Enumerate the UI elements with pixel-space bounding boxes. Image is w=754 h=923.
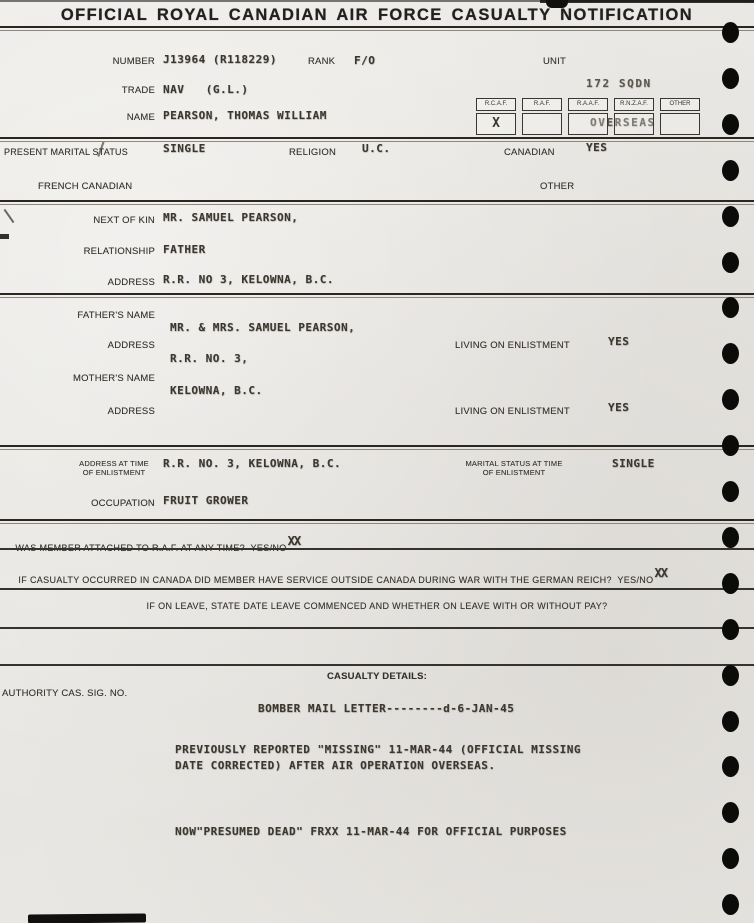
service-box-raf-checkbox [522,113,562,135]
punch-hole [722,297,739,318]
title-divider [0,26,754,31]
pencil-mark [4,209,15,223]
marital-status-value: SINGLE [163,142,206,155]
father-address-label: ADDRESS [107,340,155,351]
occupation-label: OCCUPATION [91,498,155,509]
unit-value-line1: 172 SQDN [586,77,652,90]
canadian-label: CANADIAN [504,147,555,158]
rank-value: F/O [354,54,376,67]
canadian-value: YES [586,141,608,154]
enlistment-address-label-line1: ADDRESS AT TIME [79,459,149,468]
mother-living-value: YES [608,401,630,414]
enlistment-marital-value: SINGLE [612,457,655,470]
kin-address-label: ADDRESS [107,277,155,288]
service-outside-question-text: IF CASUALTY OCCURRED IN CANADA DID MEMBER HAVE SERVICE OUTSIDE CANADA DURING WAR WITH THE GERMAN REICH? YES/NO [18,575,654,585]
punch-hole [722,68,739,89]
father-name-value: MR. & MRS. SAMUEL PEARSON, [170,321,356,334]
number-value: J13964 (R118229) [163,53,277,66]
number-label: NUMBER [112,56,155,67]
enlistment-address-label-line2: OF ENLISTMENT [82,468,146,477]
service-box-rcaf [476,98,516,135]
scan-edge-top-right [540,0,754,3]
service-box-rcaf-checkbox [476,113,516,135]
authority-value: BOMBER MAIL LETTER--------d-6-JAN-45 [258,702,515,715]
service-box-other-label: OTHER [660,98,700,111]
name-value: PEARSON, THOMAS WILLIAM [163,109,327,122]
service-box-rnzaf-checkbox [614,113,654,135]
punch-hole [722,252,739,273]
service-box-raaf-label: R.A.A.F. [568,98,608,111]
casualty-note1-line1: PREVIOUSLY REPORTED "MISSING" 11-MAR-44 (OFFICIAL MISSING [175,743,581,756]
religion-value: U.C. [362,142,391,155]
service-box-raaf-checkbox [568,113,608,135]
occupation-value: FRUIT GROWER [163,494,249,507]
punch-hole [722,22,739,43]
service-outside-answer-mark: XX [654,566,667,580]
service-outside-question [7,562,666,596]
punch-hole [722,206,739,227]
punch-hole [722,756,739,777]
raf-answer-mark: XX [287,534,301,548]
punch-hole [722,481,739,502]
section-divider [0,293,754,298]
mother-name-value: KELOWNA, B.C. [170,384,263,397]
trade-value: NAV (G.L.) [163,83,249,96]
father-living-label: LIVING ON ENLISTMENT [455,340,570,351]
casualty-note1-line2: DATE CORRECTED) AFTER AIR OPERATION OVERSEAS. [175,759,496,772]
service-box-raf [522,98,562,135]
mother-address-label: ADDRESS [107,406,155,417]
punch-hole [722,665,739,686]
unit-value-line2: OVERSEAS [590,116,656,129]
punch-hole [722,619,739,640]
name-label: NAME [126,112,155,123]
punch-hole [722,160,739,181]
casualty-heading: CASUALTY DETAILS: [327,671,427,682]
enlistment-marital-label [458,459,570,477]
question-divider [0,588,754,590]
next-of-kin-label: NEXT OF KIN [93,215,155,226]
next-of-kin-value: MR. SAMUEL PEARSON, [163,211,299,224]
punch-hole [722,573,739,594]
service-box-rnzaf-label: R.N.Z.A.F. [614,98,654,111]
section-divider [0,445,754,450]
french-canadian-label: FRENCH CANADIAN [38,181,133,192]
enlistment-address-value: R.R. NO. 3, KELOWNA, B.C. [163,457,342,470]
punch-hole [722,343,739,364]
leave-question: IF ON LEAVE, STATE DATE LEAVE COMMENCED AND WHETHER ON LEAVE WITH OR WITHOUT PAY? [146,601,608,611]
rank-label: RANK [308,56,336,67]
casualty-note2: NOW"PRESUMED DEAD" FRXX 11-MAR-44 FOR OFFICIAL PURPOSES [175,825,567,838]
unit-label: UNIT [543,56,566,67]
father-living-value: YES [608,335,630,348]
page-title: OFFICIAL ROYAL CANADIAN AIR FORCE CASUALTY NOTIFICATION [60,6,694,24]
punch-hole [722,114,739,135]
section-divider [0,519,754,524]
kin-address-value: R.R. NO 3, KELOWNA, B.C. [163,273,334,286]
mother-living-label: LIVING ON ENLISTMENT [455,406,570,417]
question-divider [0,627,754,629]
rcaf-check-mark: X [492,116,500,131]
punch-hole [722,894,739,915]
enlistment-marital-label-line2: OF ENLISTMENT [482,468,546,477]
authority-label: AUTHORITY CAS. SIG. NO. [2,688,128,699]
margin-mark [0,234,9,239]
mother-name-label: MOTHER'S NAME [72,373,155,384]
trade-label: TRADE [121,85,155,96]
punch-hole [722,527,739,548]
service-box-raaf [568,98,608,135]
father-name-label: FATHER'S NAME [77,310,155,321]
other-nationality-label: OTHER [540,181,575,192]
punch-hole [722,435,739,456]
service-box-raf-label: R.A.F. [522,98,562,111]
punch-hole [722,848,739,869]
casualty-divider [0,664,754,666]
raf-question [4,530,299,564]
marital-status-label: PRESENT MARITAL STATUS [4,147,128,157]
religion-label: RELIGION [289,147,336,158]
father-address-value: R.R. NO. 3, [170,352,249,365]
punch-hole [722,389,739,410]
service-box-other [660,98,700,135]
punch-hole [722,711,739,732]
relationship-value: FATHER [163,243,206,256]
scan-blot-bottom-left [28,913,146,923]
enlistment-marital-label-line1: MARITAL STATUS AT TIME [465,459,563,468]
section-divider [0,200,754,205]
punch-hole [722,802,739,823]
question-divider [0,548,754,550]
service-box-rnzaf [614,98,654,135]
service-box-other-checkbox [660,113,700,135]
service-box-rcaf-label: R.C.A.F. [476,98,516,111]
relationship-label: RELATIONSHIP [83,246,155,257]
enlistment-address-label [68,459,160,477]
